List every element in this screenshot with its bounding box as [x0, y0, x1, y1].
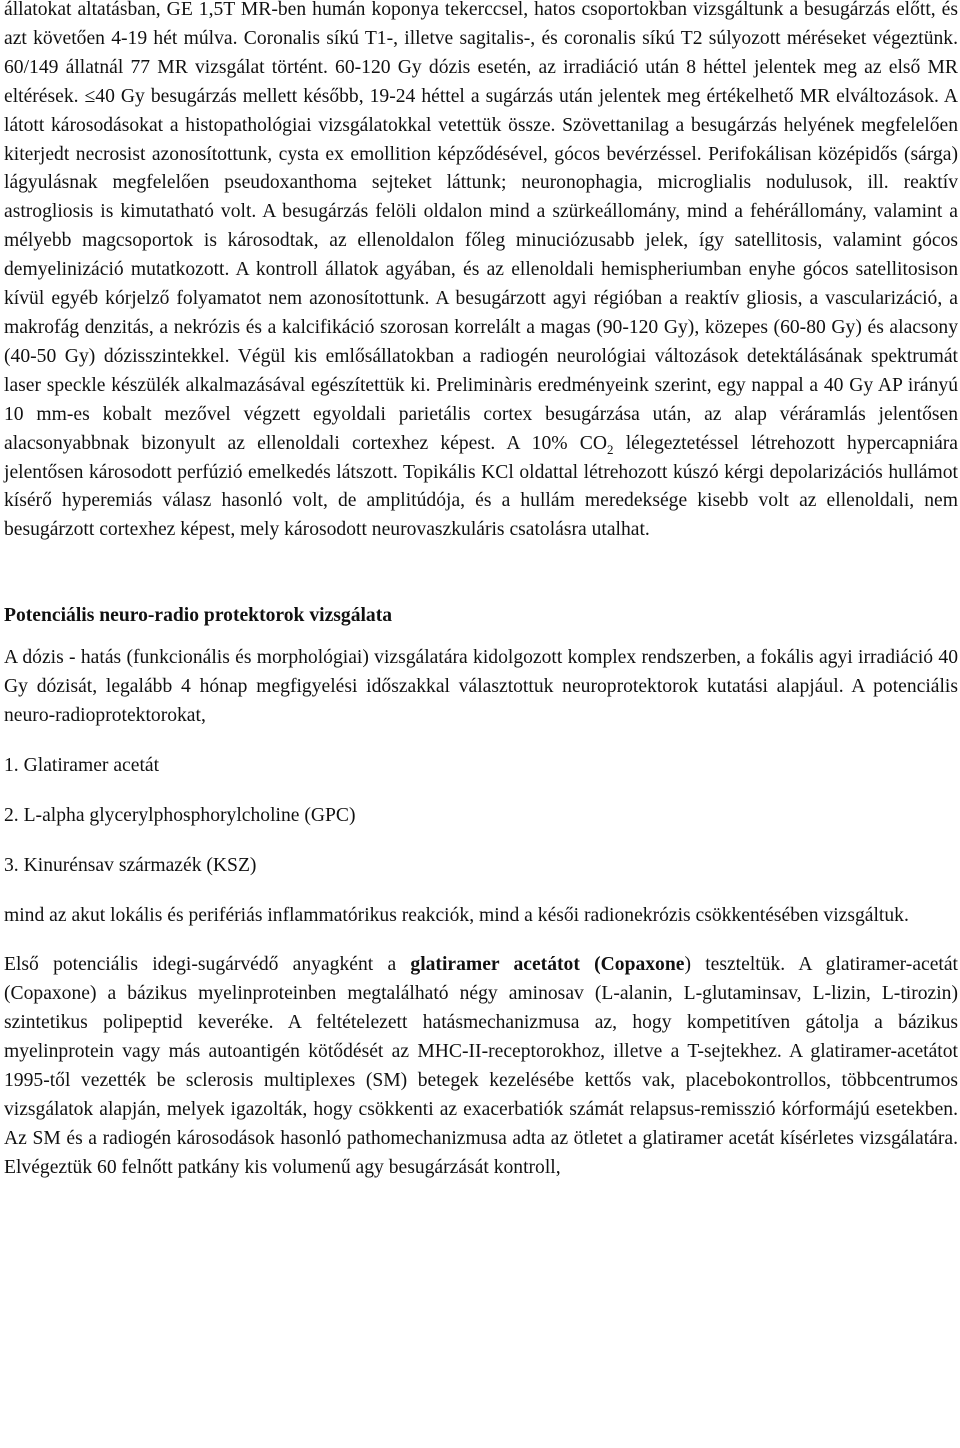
paragraph-mr-findings-text-cont: lélegeztetéssel létrehozott hypercapniára jelentősen károsodott perfúzió emelkedés látszott. Topikális KCl oldattal létrehozott kúszó kérgi depolarizációs hullámot kísérő hyperemiás válasz hasonló volt, de amplitúdója, és a hullám meredeksége kisebb volt az ellenoldali, nem besugárzott cortexhez képest, mely károsodott neurovaszkuláris csatolásra utalhat.	[4, 432, 958, 541]
paragraph-copaxone-intro: Első potenciális idegi-sugárvédő anyagként a	[4, 954, 411, 976]
copaxone-bold-term: glatiramer acetátot (Copaxone	[410, 954, 685, 976]
paragraph-inflammatory: mind az akut lokális és perifériás inflammatórikus reakciók, mind a késői radionekrózis csökkentésében vizsgáltuk.	[4, 904, 909, 926]
paragraph-mr-findings-text: állatokat altatásban, GE 1,5T MR-ben humán koponya tekerccsel, hatos csoportokban vizsgáltunk a besugárzás előtt, és azt követően 4-19 hét múlva. Coronalis síkú T1-, illetve sagitalis-, és coronalis síkú T2 súlyozott méréseket végeztünk. 60/149 állatnál 77 MR vizsgálat történt. 60-120 Gy dózis esetén, az irradiáció után 8 héttel jelentek meg az első MR eltérések. ≤40 Gy besugárzás mellett később, 19-24 héttel a sugárzás után jelentek meg értékelhető MR elváltozások. A látott károsodásokat a histopathológiai vizsgálatokkal vetettük össze. Szövettanilag a besugárzás helyének megfelelően kiterjedt necrosist azonosítottunk, cysta ex emollition képződésével, gócos bevérzéssel. Perifokálisan középidős (sárga) lágyulásnak megfelelően pseudoxanthoma sejteket láttunk; neuronophagia, microglialis nodulusok, ill. reaktív astrogliosis is kimutatható volt. A besugárzás felöli oldalon mind a szürkeállomány, mind a fehérállomány, valamint a mélyebb magcsoportok is károsodtak, az ellenoldalon főleg minuciózusabb jelek, így satellitosis, valamint gócos demyelinizáció mutatkozott. A kontroll állatok agyában, és az ellenoldali hemispheriumban enyhe gócos satellitosison kívül egyéb kórjelző folyamatot nem azonosítottunk. A besugárzott agyi régióban a reaktív gliosis, a vascularizáció, a makrofág denzitás, a nekrózis és a kalcifikáció szorosan korrelált a magas (90-120 Gy), közepes (60-80 Gy) és alacsony (40-50 Gy) dózisszintekkel. Végül kis emlősállatokban a radiogén neurológiai változások detektálásának spektrumát laser speckle készülék alkalmazásával egészítettük ki. Preliminàris eredményeink szerint, egy nappal a 40 Gy AP irányú 10 mm-es kobalt mezővel végzett egyoldali parietális cortex besugárzása után, az alap véráramlás jelentősen alacsonyabbnak bizonyult az ellenoldali cortexhez képest. A 10% CO	[4, 0, 958, 454]
document-page	[4, 0, 958, 1183]
co2-subscript: 2	[607, 441, 614, 457]
list-item-gpc: 2. L-alpha glycerylphosphorylcholine (GPC)	[4, 804, 356, 826]
list-item-glatiramer: 1. Glatiramer acetát	[4, 754, 160, 776]
paragraph-copaxone	[4, 951, 958, 1182]
paragraph-copaxone-body: ) teszteltük. A glatiramer-acetát (Copaxone) a bázikus myelinproteinben megtalálható négy aminosav (L-alanin, L-glutaminsav, L-lizin, L-tirozin) szintetikus polipeptid keveréke. A feltételezett hatásmechanizmusa az, hogy kompetitíven gátolja a bázikus myelinprotein vagy más autoantigén kötődését az MHC-II-receptorokhoz, illetve a T-sejtekhez. A glatiramer-acetátot 1995-től vezették be sclerosis multiplexes (SM) betegek kezelésébe kettős vak, placebokontrollos, többcentrumos vizsgálatok alapján, melyek igazolták, hogy csökkenti az exacerbatiók számát relapsus-remisszió kórformájú esetekben. Az SM és a radiogén károsodások hasonló pathomechanizmusa adta az ötletet a glatiramer acetát kísérletes vizsgálatára. Elvégeztük 60 felnőtt patkány kis volumenű agy besugárzását kontroll,	[4, 954, 958, 1178]
paragraph-mr-findings	[4, 0, 958, 545]
section-heading: Potenciális neuro-radio protektorok vizsgálata	[4, 605, 393, 627]
paragraph-dose-effect: A dózis - hatás (funkcionális és morphológiai) vizsgálatára kidolgozott komplex rendszerben, a fokális agyi irradiáció 40 Gy dózisát, legalább 4 hónap megfigyelési időszakkal választottuk neuroprotektorok kutatási alapjául. A potenciális neuro-radioprotektorokat,	[4, 647, 958, 726]
list-item-ksz: 3. Kinurénsav származék (KSZ)	[4, 854, 257, 876]
